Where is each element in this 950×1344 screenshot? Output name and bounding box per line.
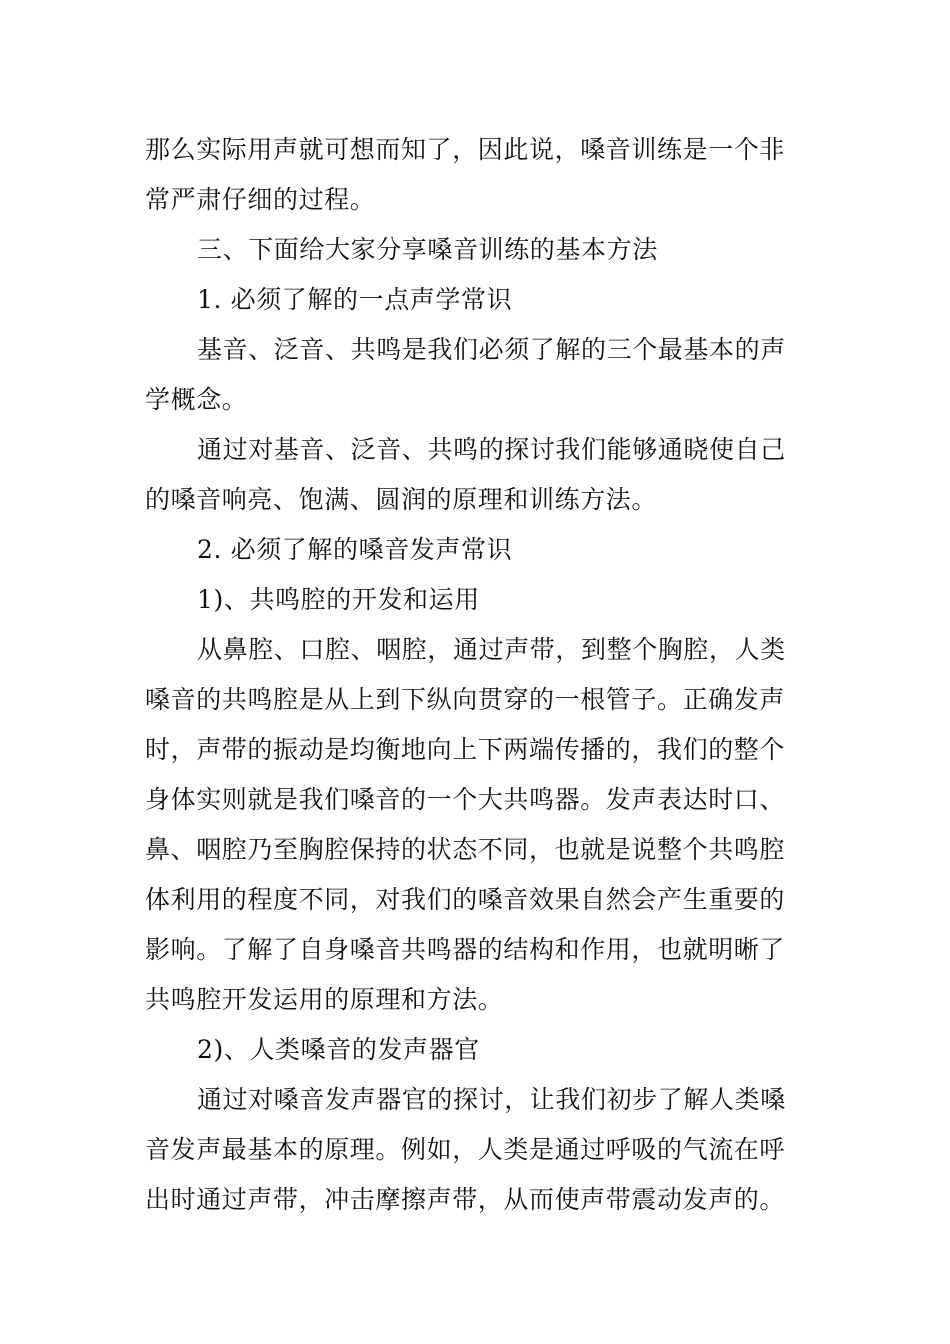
subheading: 1. 必须了解的一点声学常识 <box>197 285 513 314</box>
section-heading: 三、下面给大家分享嗓音训练的基本方法 <box>197 235 658 264</box>
paragraph-line: 出时通过声带，冲击摩擦声带，从而使声带震动发声的。 <box>145 1185 786 1214</box>
paragraph-line: 音发声最基本的原理。例如，人类是通过呼吸的气流在呼 <box>145 1135 786 1164</box>
paragraph-line: 常严肃仔细的过程。 <box>145 185 376 214</box>
paragraph-line: 嗓音的共鸣腔是从上到下纵向贯穿的一根管子。正确发声 <box>145 685 786 714</box>
subheading: 2. 必须了解的嗓音发声常识 <box>197 535 513 564</box>
paragraph-line: 的嗓音响亮、饱满、圆润的原理和训练方法。 <box>145 485 658 514</box>
paragraph-line: 学概念。 <box>145 385 248 414</box>
paragraph-line: 体利用的程度不同，对我们的嗓音效果自然会产生重要的 <box>145 885 786 914</box>
paragraph-line: 通过对基音、泛音、共鸣的探讨我们能够通晓使自己 <box>197 435 786 464</box>
paragraph-line: 基音、泛音、共鸣是我们必须了解的三个最基本的声 <box>197 335 786 364</box>
paragraph-line: 鼻、咽腔乃至胸腔保持的状态不同，也就是说整个共鸣腔 <box>145 835 786 864</box>
paragraph-line: 影响。了解了自身嗓音共鸣器的结构和作用，也就明晰了 <box>145 935 786 964</box>
paragraph-line: 身体实则就是我们嗓音的一个大共鸣器。发声表达时口、 <box>145 785 786 814</box>
subheading: 2)、人类嗓音的发声器官 <box>197 1035 480 1064</box>
paragraph-line: 通过对嗓音发声器官的探讨，让我们初步了解人类嗓 <box>197 1085 786 1114</box>
paragraph-line: 共鸣腔开发运用的原理和方法。 <box>145 985 504 1014</box>
subheading: 1)、共鸣腔的开发和运用 <box>197 585 480 614</box>
paragraph-line: 时，声带的振动是均衡地向上下两端传播的，我们的整个 <box>145 735 786 764</box>
paragraph-line: 那么实际用声就可想而知了，因此说，嗓音训练是一个非 <box>145 135 786 164</box>
paragraph-line: 从鼻腔、口腔、咽腔，通过声带，到整个胸腔，人类 <box>197 635 786 664</box>
